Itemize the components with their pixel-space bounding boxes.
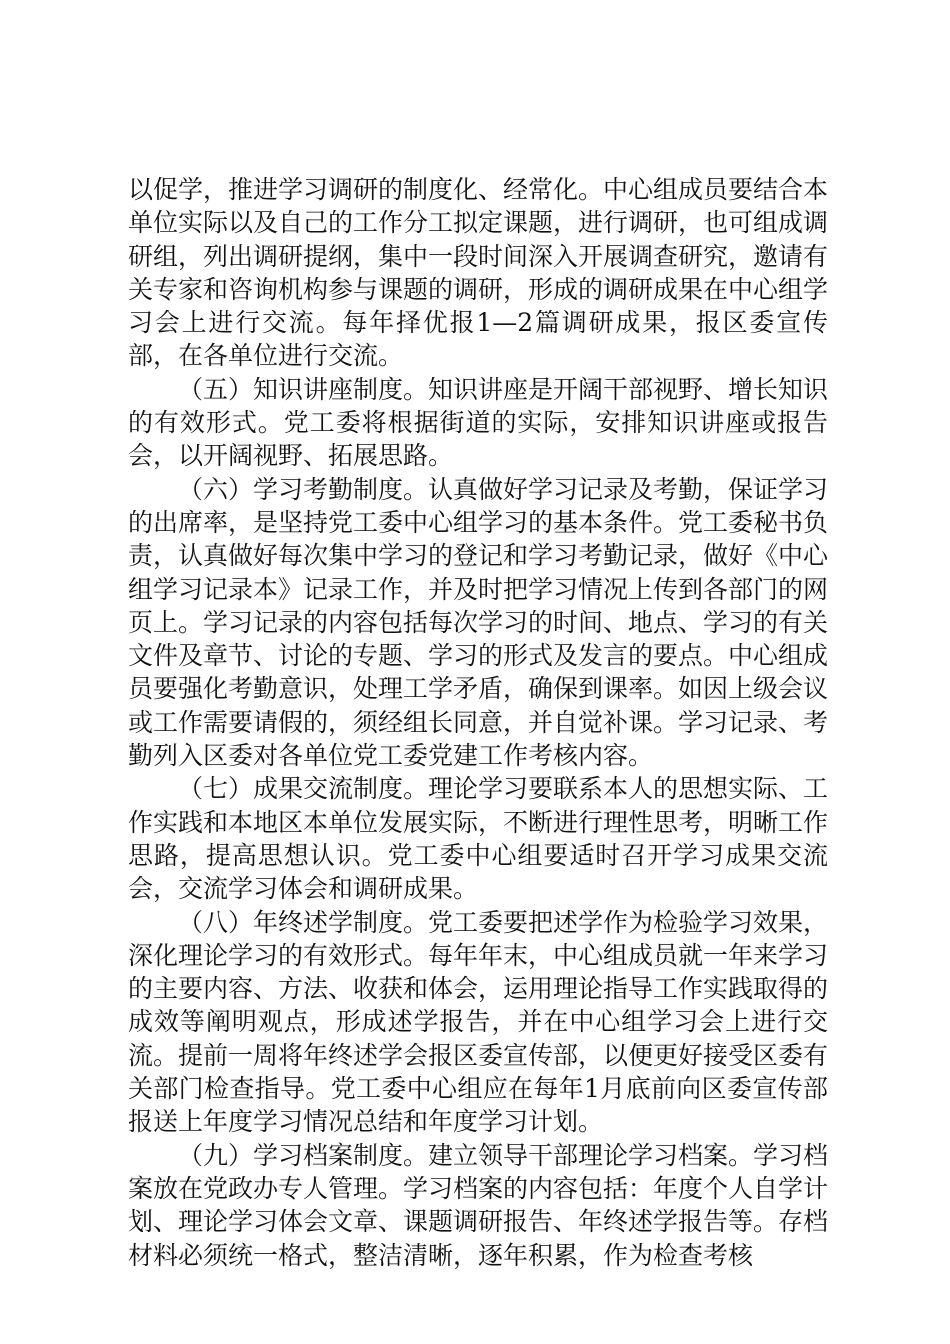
paragraph-study-archive: （九）学习档案制度。建立领导干部理论学习档案。学习档案放在党政办专人管理。学习档案的内容包括：年度个人自学计划、理论学习体会文章、课题调研报告、年终述学报告等。存档材料必须统一格式，整洁清晰，逐年积累，作为检查考核: [128, 1140, 829, 1270]
paragraph-knowledge-lecture: （五）知识讲座制度。知识讲座是开阔干部视野、增长知识的有效形式。党工委将根据街道的实际，安排知识讲座或报告会，以开阔视野、拓展思路。: [128, 374, 829, 471]
paragraph-research-exchange: 以促学，推进学习调研的制度化、经常化。中心组成员要结合本单位实际以及自己的工作分工拟定课题，进行调研，也可组成调研组，列出调研提纲，集中一段时间深入开展调查研究，邀请有关专家和咨询机构参与课题的调研，形成的调研成果在中心组学习会上进行交流。每年择优报1—2篇调研成果，报区委宣传部，在各单位进行交流。: [128, 175, 829, 371]
paragraph-results-exchange: （七）成果交流制度。理论学习要联系本人的思想实际、工作实践和本地区本单位发展实际，不断进行理性思考，明晰工作思路，提高思想认识。党工委中心组要适时召开学习成果交流会，交流学习体会和调研成果。: [128, 774, 829, 904]
paragraph-year-end-review: （八）年终述学制度。党工委要把述学作为检验学习效果，深化理论学习的有效形式。每年年末，中心组成员就一年来学习的主要内容、方法、收获和体会，运用理论指导工作实践取得的成效等阐明观点，形成述学报告，并在中心组学习会上进行交流。提前一周将年终述学会报区委宣传部，以便更好接受区委有关部门检查指导。党工委中心组应在每年1月底前向区委宣传部报送上年度学习情况总结和年度学习计划。: [128, 907, 829, 1137]
paragraph-attendance: （六）学习考勤制度。认真做好学习记录及考勤，保证学习的出席率，是坚持党工委中心组学习的基本条件。党工委秘书负责，认真做好每次集中学习的登记和学习考勤记录，做好《中心组学习记录本》记录工作，并及时把学习情况上传到各部门的网页上。学习记录的内容包括每次学习的时间、地点、学习的有关文件及章节、讨论的专题、学习的形式及发言的要点。中心组成员要强化考勤意识，处理工学矛盾，确保到课率。如因上级会议或工作需要请假的，须经组长同意，并自觉补课。学习记录、考勤列入区委对各单位党工委党建工作考核内容。: [128, 474, 829, 771]
document-body: [128, 173, 828, 1272]
